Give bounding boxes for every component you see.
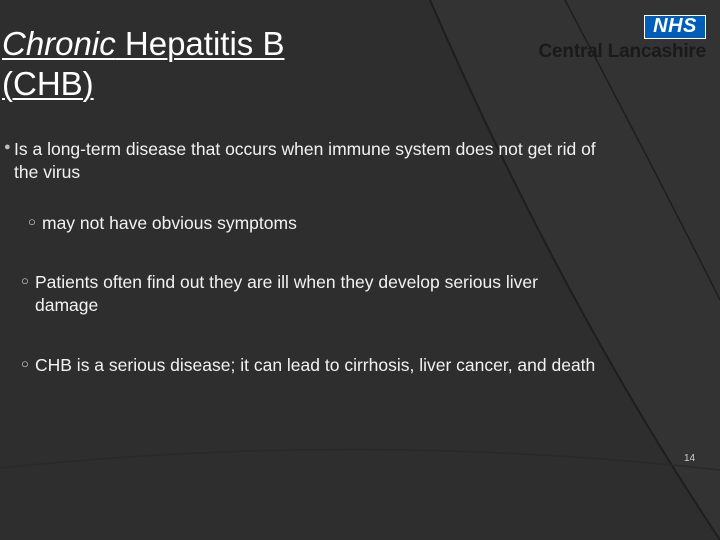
sub-bullet-marker-icon: ○ xyxy=(21,273,29,288)
sub-bullet-marker-icon: ○ xyxy=(28,214,36,229)
main-bullet-text: Is a long-term disease that occurs when immune system does not get rid of the virus xyxy=(14,139,596,183)
background-panel xyxy=(430,0,720,540)
sub-bullet-text: may not have obvious symptoms xyxy=(42,213,297,233)
sub-bullet-2 xyxy=(21,271,605,317)
nhs-badge: NHS xyxy=(644,15,706,39)
title-line1-rest: Hepatitis B xyxy=(115,25,285,62)
background-arc-3 xyxy=(0,449,720,470)
title-line2: (CHB) xyxy=(2,64,94,102)
sub-bullet-text: CHB is a serious disease; it can lead to cirrhosis, liver cancer, and death xyxy=(35,355,596,375)
sub-bullet-marker-icon: ○ xyxy=(21,356,29,371)
title-italic-word: Chronic xyxy=(2,25,116,62)
sub-bullet-3 xyxy=(21,354,605,377)
sub-bullet-text: Patients often find out they are ill when they develop serious liver damage xyxy=(35,272,538,316)
bullet-marker-icon: ● xyxy=(4,141,11,153)
page-number: 14 xyxy=(684,453,696,464)
nhs-logo xyxy=(536,15,708,65)
slide-title xyxy=(2,24,422,103)
sub-bullet-1 xyxy=(28,212,612,235)
main-bullet xyxy=(4,138,614,184)
nhs-organisation-name: Central Lancashire xyxy=(538,41,706,62)
